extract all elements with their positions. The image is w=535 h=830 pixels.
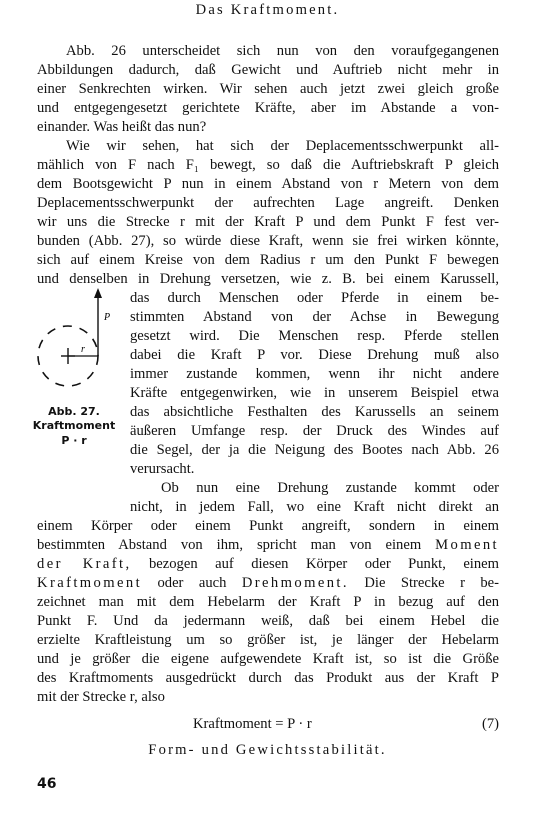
text-line: wir uns die Strecke r mit der Kraft P und dem Punkt F fest ver- xyxy=(37,214,499,230)
text-line: und entgegengesetzt gerichtete Kräfte, aber im Abstande a von- xyxy=(37,100,499,116)
emphasis: Drehmoment. xyxy=(241,575,349,591)
text-line: gesetzt wird. Die Menschen resp. Pferde stellen xyxy=(130,328,499,344)
formula-row xyxy=(37,714,499,734)
figure-caption-number: Abb. 27. xyxy=(48,405,100,418)
text-line: Abbildungen dadurch, daß Gewicht und Auftrieb nicht mehr in xyxy=(37,62,499,78)
text-line: der Kraft, bezogen auf diesen Körper oder Punkt, einem xyxy=(37,556,499,572)
text-line: mit der Strecke r, also xyxy=(37,689,165,705)
text-line: sich auf einem Kreise von dem Radius r um den Punkt F bewegen xyxy=(37,252,499,268)
figure-caption-formula: P · r xyxy=(61,434,87,447)
formula: Kraftmoment = P · r xyxy=(193,716,312,732)
text-line: bestimmten Abstand von ihm, spricht man von einem Moment xyxy=(37,537,499,553)
text-line: Abb. 26 unterscheidet sich nun von den voraufgegangenen xyxy=(66,43,499,59)
section-title: Form- und Gewichtsstabilität. xyxy=(148,742,387,758)
text-line: Kraftmoment oder auch Drehmoment. Die Strecke r be- xyxy=(37,575,500,591)
text-line: stimmten Abstand von der Achse in Bewegung xyxy=(130,309,499,325)
figure-caption-title: Kraftmoment xyxy=(32,419,116,432)
page-number: 46 xyxy=(37,776,57,792)
text-line: und je größer die eigene aufgewendete Kraft ist, so ist die Größe xyxy=(37,651,499,667)
text-line: dabei die Kraft P vor. Diese Drehung muß also xyxy=(130,347,499,363)
equation-number: (7) xyxy=(481,716,499,732)
text-line: Kräfte entgegenwirken, wie in unserem Beispiel etwa xyxy=(130,385,499,401)
force-label: P xyxy=(104,312,111,323)
page-header: Das Kraftmoment. xyxy=(195,2,340,18)
text-line: das absichtliche Festhalten des Karussells an seinem xyxy=(130,404,499,420)
text-line: verursacht. xyxy=(130,461,195,477)
text-line: zeichnet man mit dem Hebelarm der Kraft P in bezug auf den xyxy=(37,594,499,610)
emphasis: Kraftmoment xyxy=(37,575,143,591)
text-line: Wie wir sehen, hat sich der Deplacementsschwerpunkt all- xyxy=(66,138,499,154)
text-line: nicht, in jedem Fall, wo eine Kraft nicht direkt an xyxy=(130,499,499,515)
text-line: bunden (Abb. 27), so würde diese Kraft, wenn sie frei wirken könnte, xyxy=(37,233,499,249)
emphasis: der Kraft, xyxy=(37,556,132,572)
radius-label: r xyxy=(81,344,85,355)
text-line: erzielte Kraftleistung um so größer ist, je länger der Hebelarm xyxy=(37,632,499,648)
text-line: und denselben in Drehung versetzen, wie z. B. bei einem Karussell, xyxy=(37,271,499,287)
text-line: des Kraftmoments ausgedrückt durch das Produkt aus der Kraft P xyxy=(37,670,499,686)
text-line: Punkt F. Und da jedermann weiß, daß bei einem Hebel die xyxy=(37,613,499,629)
text-line: die Segel, der ja die Neigung des Bootes nach Abb. 26 xyxy=(130,442,499,458)
text-line: das durch Menschen oder Pferde in einem be- xyxy=(130,290,499,306)
arrow-head-icon xyxy=(94,288,102,298)
text-line: mählich von F nach F₁ bewegt, so daß die Auftriebskraft P gleich xyxy=(37,157,499,173)
emphasis: Moment xyxy=(435,537,499,553)
text-line: einander. Was heißt das nun? xyxy=(37,119,207,135)
text-line: einem Körper oder einem Punkt angreift, sondern in einem xyxy=(37,518,499,534)
text-line: Deplacementsschwerpunkt der aufrechten Lage angreift. Denken xyxy=(37,195,499,211)
text-line: Ob nun eine Drehung zustande kommt oder xyxy=(161,480,499,496)
text-line: immer zustande kommen, wenn ihr nicht andere xyxy=(130,366,499,382)
text-line: einer Senkrechten wirken. Wir sehen auch jetzt zwei gleich große xyxy=(37,81,499,97)
text-line: äußeren Umfange resp. der Druck des Windes auf xyxy=(130,423,499,439)
text-line: dem Bootsgewicht P nun in einem Abstand von r Metern von dem xyxy=(37,176,499,192)
